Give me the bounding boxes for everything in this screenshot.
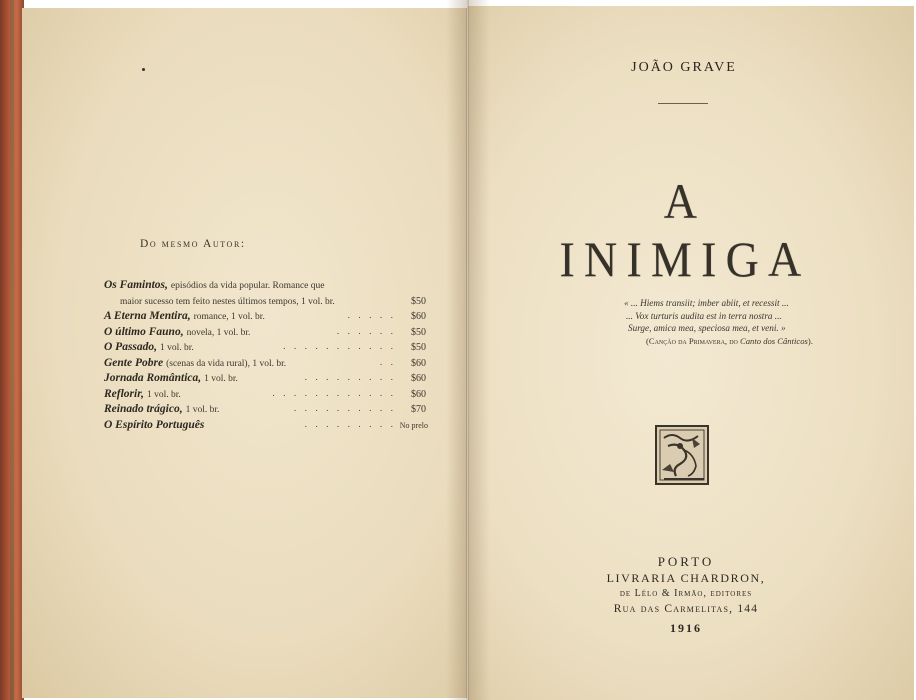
imprint	[588, 554, 784, 639]
works-list	[104, 278, 434, 433]
epigraph-source-suffix: ).	[807, 335, 813, 346]
by-same-author-heading: Do mesmo Autor:	[140, 238, 246, 250]
leader-dots: . . . . .	[347, 311, 396, 321]
work-item	[104, 371, 434, 387]
epigraph-source-prefix: (Canção da Primavera, do	[646, 335, 738, 346]
imprint-address: Rua das Carmelitas, 144	[613, 603, 759, 615]
work-item	[104, 356, 434, 372]
work-item	[104, 294, 434, 310]
work-description: 1 vol. br.	[146, 389, 181, 400]
epigraph	[624, 297, 874, 347]
work-title: Os Famintos,	[104, 279, 168, 291]
ink-speck	[142, 68, 145, 71]
work-item	[104, 340, 434, 356]
work-item	[104, 387, 434, 403]
work-title: Jornada Romântica,	[104, 372, 202, 384]
work-description: (scenas da vida rural), 1 vol. br.	[166, 358, 287, 369]
author-name: JOÃO GRAVE	[631, 60, 737, 75]
epigraph-line: « ... Hiems transiit; imber abiit, et recessit ...	[624, 298, 789, 308]
work-item	[104, 325, 434, 341]
work-price: $60	[411, 388, 426, 400]
work-price: $60	[411, 311, 426, 322]
leader-dots: . . . . . . . . .	[304, 419, 396, 430]
imprint-publisher: LIVRARIA CHARDRON,	[606, 571, 766, 585]
work-price: $60	[411, 373, 426, 384]
work-description: maior sucesso tem feito nestes últimos tempos, 1 vol. br.	[120, 296, 335, 307]
leader-dots: . .	[379, 357, 396, 368]
printers-mark-vignette	[654, 424, 712, 488]
work-price: $50	[411, 295, 426, 307]
work-description: romance, 1 vol. br.	[193, 312, 265, 322]
book-title: A INIMIGA	[559, 173, 811, 287]
work-description: 1 vol. br.	[160, 343, 194, 353]
imprint-city: PORTO	[657, 554, 715, 569]
leader-dots: . . . . . .	[336, 326, 396, 337]
work-description: 1 vol. br.	[204, 374, 238, 384]
work-description: 1 vol. br.	[185, 405, 220, 415]
work-item	[104, 309, 434, 325]
epigraph-line: ... Vox turturis audita est in terra nostra ...	[626, 310, 782, 321]
leader-dots: . . . . . . . . .	[304, 373, 396, 383]
leader-dots: . . . . . . . . . .	[293, 404, 396, 414]
work-price: $50	[411, 342, 426, 353]
work-item	[104, 418, 434, 434]
work-item	[104, 402, 434, 418]
work-price: $50	[411, 326, 426, 338]
epigraph-source-work: Canto dos Cânticos	[740, 335, 808, 346]
work-title: O Espírito Português	[104, 418, 205, 431]
leader-dots: . . . . . . . . . . .	[283, 342, 396, 352]
work-title: Reinado trágico,	[104, 403, 183, 415]
title-rule	[658, 103, 708, 104]
work-item	[104, 278, 434, 294]
work-price: $70	[411, 404, 426, 415]
imprint-editors: de Lélo & Irmão, editores	[619, 588, 753, 599]
epigraph-line: Surge, amica mea, speciosa mea, et veni. »	[628, 323, 786, 334]
work-description: novela, 1 vol. br.	[186, 327, 251, 338]
work-title: Reflorir,	[104, 387, 144, 400]
epigraph-source	[624, 335, 874, 348]
work-title: A Eterna Mentira,	[104, 310, 191, 322]
work-title: O Passado,	[104, 341, 158, 353]
work-title: Gente Pobre	[104, 356, 164, 369]
work-title: O último Fauno,	[104, 325, 184, 338]
work-status: No prelo	[399, 420, 428, 430]
work-description: episódios da vida popular. Romance que	[170, 281, 325, 291]
leader-dots: . . . . . . . . . . . .	[272, 388, 396, 399]
imprint-year: 1916	[670, 621, 702, 635]
book-cover-edge	[0, 0, 24, 700]
work-price: $60	[411, 357, 426, 369]
